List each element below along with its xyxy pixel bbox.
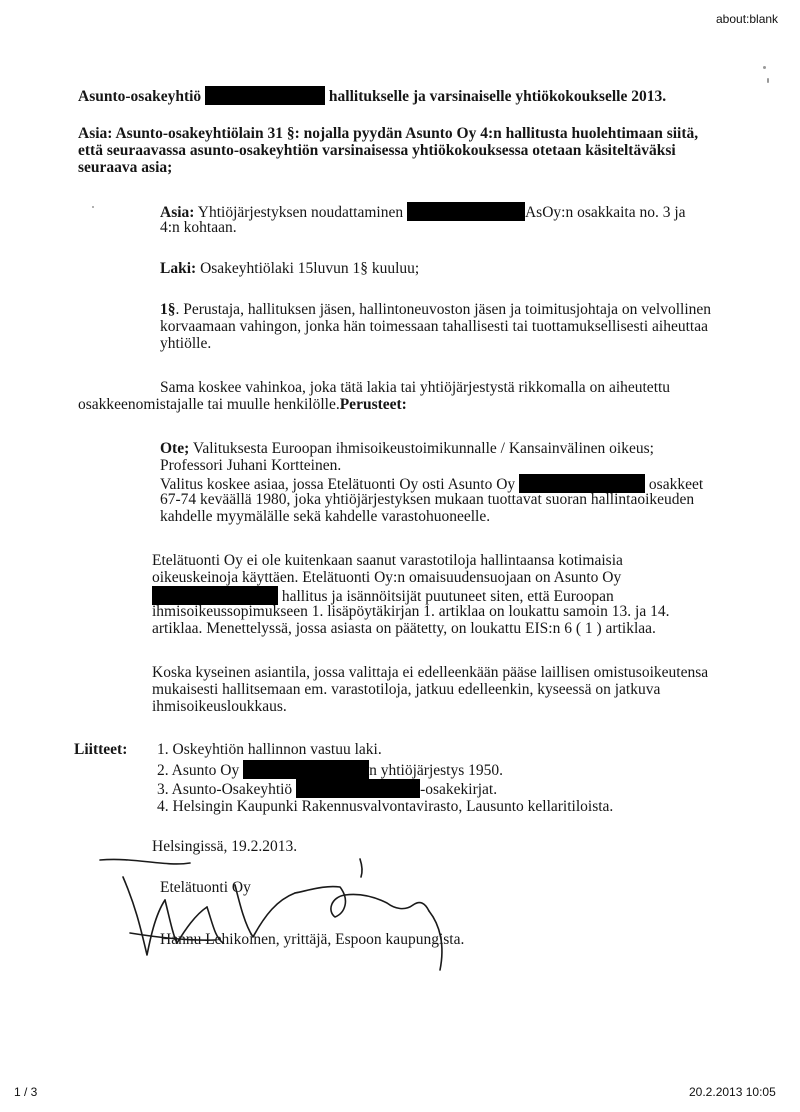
redaction-bar	[407, 202, 525, 221]
law-text: Osakeyhtiölaki 15luvun 1§ kuuluu;	[200, 260, 420, 277]
para-a-line-5: artiklaa. Menettelyssä, jossa asiasta on päätetty, on loukattu EIS:n 6 ( 1 ) artiklaa.	[152, 620, 656, 637]
excerpt-line-1	[160, 440, 654, 458]
title-suffix: hallitukselle ja varsinaiselle yhtiökokoukselle 2013.	[328, 88, 667, 105]
intro-line-2: että seuraavassa asunto-osakeyhtiön varsinaisessa yhtiökokouksessa otetaan käsiteltäväksi	[78, 142, 676, 159]
section-label: 1§	[160, 301, 176, 318]
excerpt-line-2: Professori Juhani Kortteinen.	[160, 457, 342, 474]
para-a-line-2: oikeuskeinoja käyttäen. Etelätuonti Oy:n omaisuudensuojaan on Asunto Oy	[152, 569, 622, 586]
para-b-line-3: ihmisoikeusloukkaus.	[152, 698, 287, 715]
document-title	[78, 86, 666, 106]
attachment-item-4: 4. Helsingin Kaupunki Rakennusvalvontavirasto, Lausunto kellaritiloista.	[157, 798, 614, 815]
section-text: . Perustaja, hallituksen jäsen, hallintoneuvoston jäsen ja toimitusjohtaja on velvollinen	[175, 301, 712, 318]
company-name: Etelätuonti Oy	[160, 879, 251, 896]
intro-line-3: seuraava asia;	[78, 159, 173, 176]
redaction-bar	[205, 86, 325, 105]
attachment-text: 2. Asunto Oy	[157, 762, 240, 779]
subject-label: Asia:	[160, 204, 195, 221]
redaction-bar	[243, 760, 369, 779]
print-datetime: 20.2.2013 10:05	[689, 1085, 776, 1099]
subject-line	[160, 202, 686, 222]
excerpt-line-4: 67-74 keväällä 1980, joka yhtiöjärjestyksen mukaan tuottavat suoran hallintaoikeuden	[160, 491, 695, 508]
grounds-label: Perusteet:	[339, 396, 407, 413]
same-line-2	[78, 396, 407, 414]
attachment-item-3	[157, 779, 497, 799]
section1-line-1	[160, 301, 711, 319]
address-text: about:blank	[716, 12, 779, 26]
attachment-text-cont: n yhtiöjärjestys 1950.	[369, 762, 504, 779]
redaction-bar	[296, 779, 420, 798]
subject-text: Yhtiöjärjestyksen noudattaminen	[197, 204, 404, 221]
attachment-item-2	[157, 760, 503, 780]
subject-line-2: 4:n kohtaan.	[160, 219, 237, 236]
para-b-line-2: mukaisesti hallitsemaan em. varastotiloja, jatkuu edelleenkin, kyseessä on jatkuva	[152, 681, 661, 698]
para-a-line-1: Etelätuonti Oy ei ole kuitenkaan saanut varastotiloja hallintaansa kotimaisia	[152, 552, 623, 569]
section1-line-3: yhtiölle.	[160, 335, 212, 352]
section1-line-2: korvaamaan vahingon, jonka hän toimessaan tahallisesti tai tuottamuksellisesti aiheuttaa	[160, 318, 708, 335]
signer-line: Hannu Lehikoinen, yrittäjä, Espoon kaupungista.	[160, 931, 465, 948]
place-date: Helsingissä, 19.2.2013.	[152, 838, 298, 855]
para-a-line-4: ihmisoikeussopimukseen 1. lisäpöytäkirjan 1. artiklaa on loukattu samoin 13. ja 14.	[152, 603, 670, 620]
page-number: 1 / 3	[14, 1085, 38, 1099]
intro-line-1: Asia: Asunto-osakeyhtiölain 31 §: nojalla pyydän Asunto Oy 4:n hallitusta huolehtimaan siitä,	[78, 125, 699, 142]
law-line	[160, 260, 419, 278]
attachments-label: Liitteet:	[74, 741, 128, 758]
para-a-text: hallitus ja isännöitsijät puutuneet siten, että Euroopan	[281, 588, 614, 605]
excerpt-line-5: kahdelle myymälälle sekä kahdelle varastohuoneelle.	[160, 508, 491, 525]
same-text: osakkeenomistajalle tai muulle henkilölle.	[78, 396, 340, 413]
attachment-text-cont: -osakekirjat.	[420, 781, 498, 798]
excerpt-text-cont: osakkeet	[648, 476, 704, 493]
title-prefix: Asunto-osakeyhtiö	[78, 88, 202, 105]
handwritten-signature	[95, 845, 455, 985]
attachment-text: 3. Asunto-Osakeyhtiö	[157, 781, 293, 798]
excerpt-text: Valituksesta Euroopan ihmisoikeustoimikunnalle / Kansainvälinen oikeus;	[189, 440, 654, 457]
subject-text-cont: AsOy:n osakkaita no. 3 ja	[524, 204, 686, 221]
excerpt-text: Valitus koskee asiaa, jossa Etelätuonti Oy osti Asunto Oy	[160, 476, 516, 493]
law-label: Laki:	[160, 260, 197, 277]
same-line-1: Sama koskee vahinkoa, joka tätä lakia tai yhtiöjärjestystä rikkomalla on aiheutettu	[160, 379, 671, 396]
para-b-line-1: Koska kyseinen asiantila, jossa valittaja ei edelleenkään pääse laillisen omistusoikeutensa	[152, 664, 709, 681]
attachment-item-1: 1. Oskeyhtiön hallinnon vastuu laki.	[157, 741, 382, 758]
excerpt-label: Ote;	[160, 440, 190, 457]
